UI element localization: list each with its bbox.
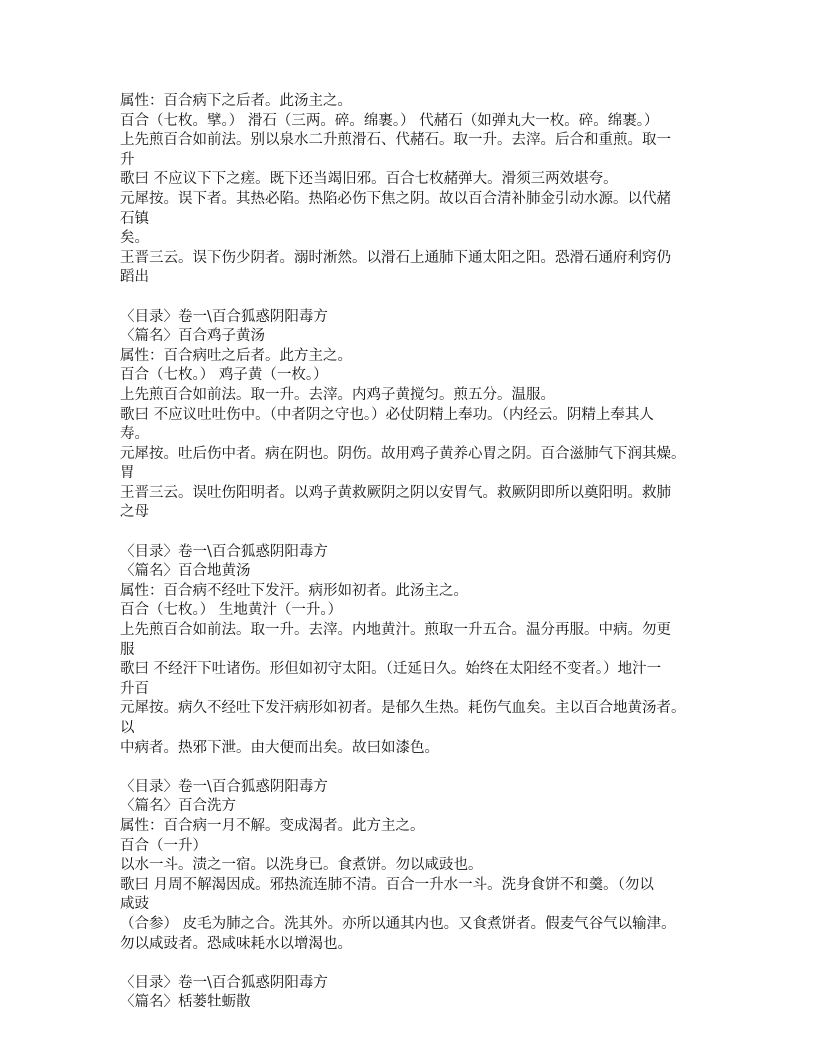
- text-line: 咸豉: [120, 896, 149, 913]
- text-line: 服: [120, 641, 135, 658]
- text-line: 中病者。热邪下泄。由大便而出矣。故曰如漆色。: [120, 739, 439, 756]
- text-line: 上先煎百合如前法。取一升。去滓。内地黄汁。煎取一升五合。温分再服。中病。勿更: [120, 622, 671, 639]
- text-line: 〈篇名〉百合洗方: [120, 798, 236, 815]
- section: [120, 543, 686, 759]
- text-line: 以水一斗。渍之一宿。以洗身已。食煮饼。勿以咸豉也。: [120, 857, 483, 874]
- text-line: 蹈出: [120, 269, 149, 286]
- text-line: 〈目录〉卷一\百合狐惑阴阳毒方: [120, 778, 328, 795]
- text-line: 元犀按。误下者。其热必陷。热陷必伤下焦之阴。故以百合清补肺金引动水源。以代赭: [120, 190, 671, 207]
- text-line: 〈篇名〉栝蒌牡蛎散: [120, 994, 251, 1011]
- section: [120, 778, 680, 954]
- text-line: 王晋三云。误下伤少阴者。溺时淅然。以滑石上通肺下通太阳之阳。恐滑石通府利窍仍: [120, 249, 671, 266]
- text-line: 元犀按。病久不经吐下发汗病形如初者。是郁久生热。耗伤气血矣。主以百合地黄汤者。: [120, 700, 686, 717]
- text-line: 百合（七枚。） 生地黄汁（一升。）: [120, 602, 343, 619]
- text-line: 王晋三云。误吐伤阳明者。以鸡子黄救厥阴之阴以安胃气。救厥阴即所以奠阳明。救肺: [120, 484, 671, 501]
- text-line: 〈篇名〉百合鸡子黄汤: [120, 328, 265, 345]
- text-line: 歌曰 不经汗下吐诸伤。形但如初守太阳。（迁延日久。始终在太阳经不变者。）地汁一: [120, 661, 662, 678]
- text-line: 百合（一升）: [120, 837, 207, 854]
- text-line: 歌曰 月周不解渴因成。邪热流连肺不清。百合一升水一斗。洗身食饼不和羹。（勿以: [120, 876, 654, 893]
- section: [120, 974, 680, 1013]
- text-line: 〈目录〉卷一\百合狐惑阴阳毒方: [120, 543, 328, 560]
- text-line: 〈目录〉卷一\百合狐惑阴阳毒方: [120, 974, 328, 991]
- text-line: 之母: [120, 504, 149, 521]
- text-line: 矣。: [120, 230, 149, 247]
- section: [120, 92, 680, 288]
- text-line: 百合（七枚。擘。） 滑石（三两。碎。绵裹。） 代赭石（如弹丸大一枚。碎。绵裹。）: [120, 112, 659, 129]
- text-line: 寿。: [120, 426, 149, 443]
- section-spacer: [120, 523, 680, 543]
- section-spacer: [120, 954, 680, 974]
- section-spacer: [120, 758, 680, 778]
- text-line: 属性：百合病不经吐下发汗。病形如初者。此汤主之。: [120, 582, 468, 599]
- text-line: 上先煎百合如前法。别以泉水二升煎滑石、代赭石。取一升。去滓。后合和重煎。取一: [120, 132, 671, 149]
- text-line: 升百: [120, 680, 149, 697]
- text-line: 上先煎百合如前法。取一升。去滓。内鸡子黄搅匀。煎五分。温服。: [120, 386, 555, 403]
- document-page: [120, 92, 686, 1013]
- text-line: 百合（七枚。） 鸡子黄（一枚。）: [120, 367, 328, 384]
- section: [120, 308, 686, 524]
- text-line: 〈篇名〉百合地黄汤: [120, 563, 251, 580]
- text-line: 属性：百合病下之后者。此汤主之。: [120, 93, 352, 109]
- text-line: 以: [120, 720, 135, 736]
- text-line: 石镇: [120, 210, 149, 227]
- text-line: 升: [120, 151, 135, 168]
- text-line: （合参） 皮毛为肺之合。洗其外。亦所以通其内也。又食煮饼者。假麦气谷气以输津。: [120, 915, 676, 932]
- text-line: 歌曰 不应议下下之瘥。既下还当竭旧邪。百合七枚赭弹大。滑须三两效堪夸。: [120, 171, 618, 188]
- text-line: 胃: [120, 465, 135, 482]
- text-line: 属性：百合病吐之后者。此方主之。: [120, 347, 352, 364]
- text-line: 属性：百合病一月不解。变成渴者。此方主之。: [120, 817, 425, 834]
- text-line: 元犀按。吐后伤中者。病在阴也。阴伤。故用鸡子黄养心胃之阴。百合滋肺气下润其燥。: [120, 445, 686, 462]
- text-line: 歌曰 不应议吐吐伤中。（中者阴之守也。）必仗阴精上奉功。（内经云。阴精上奉其人: [120, 406, 654, 423]
- text-line: 〈目录〉卷一\百合狐惑阴阳毒方: [120, 308, 328, 325]
- text-line: 勿以咸豉者。恐咸味耗水以增渴也。: [120, 935, 352, 952]
- section-spacer: [120, 288, 680, 308]
